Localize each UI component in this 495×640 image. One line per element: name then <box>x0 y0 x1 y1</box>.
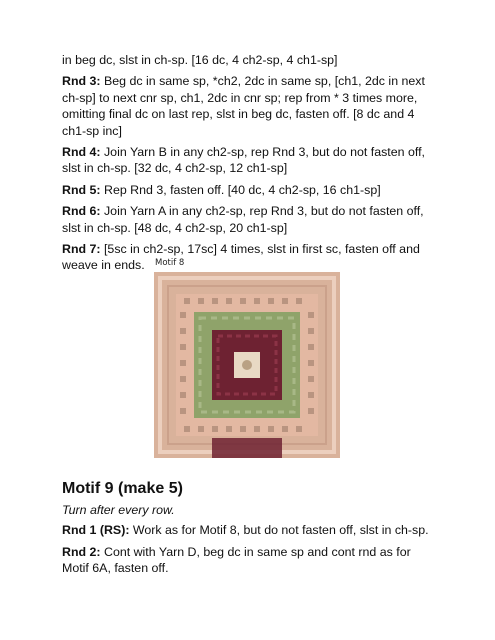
rnd-2-paragraph: Rnd 2: Cont with Yarn D, beg dc in same sp and cont rnd as for Motif 6A, fasten off. <box>62 544 411 576</box>
rnd-4-paragraph: Rnd 4: Join Yarn B in any ch2-sp, rep Rnd 3, but do not fasten off, slst in ch-sp. [32 dc, 4 ch2-sp, 12 ch1-sp] <box>62 145 425 176</box>
rnd-1-paragraph: Rnd 1 (RS): Work as for Motif 8, but do not fasten off, slst in ch-sp. <box>62 523 429 538</box>
figure-caption: Motif 8 <box>155 258 185 268</box>
crochet-motif-photo <box>154 272 340 458</box>
pattern-paragraph: in beg dc, slst in ch-sp. [16 dc, 4 ch2-sp, 4 ch1-sp] <box>62 53 338 67</box>
rnd-3-paragraph: Rnd 3: Beg dc in same sp, *ch2, 2dc in same sp, [ch1, 2dc in next ch-sp] to next cnr sp, ch1, 2dc in cnr sp; rep from * 3 times more, omitting final dc on last rep, slst in beg dc, fasten off. [8 dc and 4 ch1-sp inc] <box>62 74 425 138</box>
rnd-5-paragraph: Rnd 5: Rep Rnd 3, fasten off. [40 dc, 4 ch2-sp, 16 ch1-sp] <box>62 182 381 197</box>
section-title: Motif 9 (make 5) <box>62 480 183 497</box>
rnd-6-paragraph: Rnd 6: Join Yarn A in any ch2-sp, rep Rnd 3, but do not fasten off, slst in ch-sp. [48 dc, 4 ch2-sp, 20 ch1-sp] <box>62 204 424 235</box>
motif-figure <box>154 258 340 458</box>
pattern-text <box>62 52 434 279</box>
motif-9-text <box>62 502 434 582</box>
section-note: Turn after every row. <box>62 503 175 517</box>
rnd-7-paragraph: Rnd 7: [5sc in ch2-sp, 17sc] 4 times, slst in first sc, fasten off and weave in ends. <box>62 242 420 273</box>
